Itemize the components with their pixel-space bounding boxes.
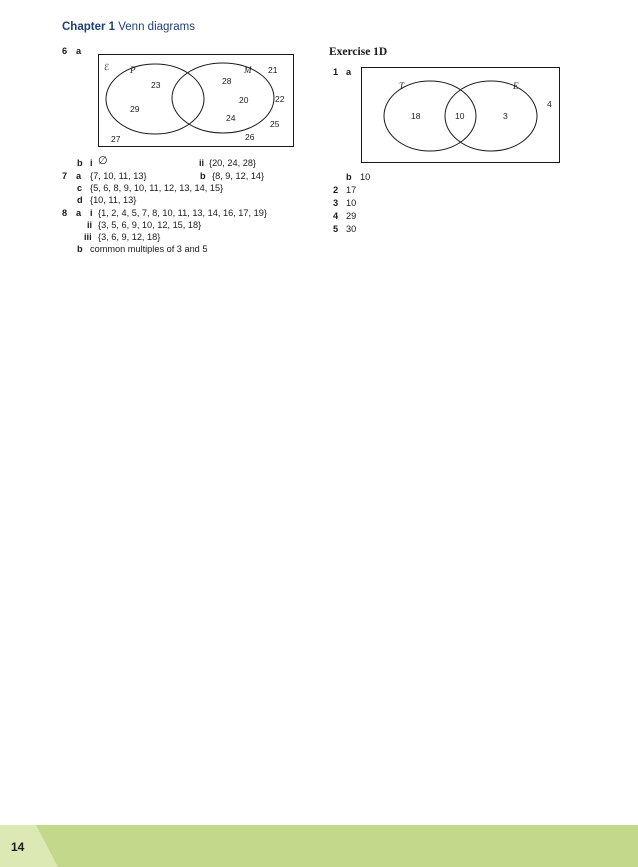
q8-a-iii: iii [84, 232, 92, 242]
ex1d-q1-part-b: b [346, 172, 352, 182]
ex1d-q1-b-answer: 10 [360, 172, 371, 182]
ex1d-answer-number: 5 [333, 224, 339, 234]
ex1d-answer-value: 10 [346, 198, 357, 208]
venn-diagram-t-e [361, 67, 561, 164]
venn-value: 29 [130, 104, 140, 114]
footer-band [0, 825, 638, 867]
q6-b-ii: ii [199, 158, 205, 168]
q8-a-ii: ii [87, 220, 93, 230]
venn-value: 22 [275, 94, 285, 104]
q7-b-answer: {8, 9, 12, 14} [212, 171, 265, 181]
venn-value: 18 [411, 111, 421, 121]
set-e-label: E [513, 81, 519, 91]
set-t-label: T [399, 81, 405, 91]
q7-part-d: d [77, 195, 83, 205]
q8-part-a: a [76, 208, 82, 218]
ex1d-q1-part-a: a [346, 67, 352, 77]
q7-d-answer: {10, 11, 13} [90, 195, 137, 205]
chapter-title: Venn diagrams [118, 21, 195, 33]
set-m-label: M [244, 65, 252, 75]
venn-value: 27 [111, 134, 121, 144]
ex1d-answer-number: 3 [333, 198, 339, 208]
set-p-label: P [130, 65, 136, 75]
q8-part-b: b [77, 244, 83, 254]
q8-number: 8 [62, 208, 68, 218]
chapter-header [62, 21, 195, 33]
q8-a-i-answer: {1, 2, 4, 5, 7, 8, 10, 11, 13, 14, 16, 17, 19} [98, 208, 267, 218]
venn-value: 21 [268, 65, 278, 75]
ex1d-answer-value: 17 [346, 185, 357, 195]
venn-value: 4 [547, 99, 552, 109]
q7-c-answer: {5, 6, 8, 9, 10, 11, 12, 13, 14, 15} [90, 183, 224, 193]
q6-b-ii-answer: {20, 24, 28} [209, 158, 257, 168]
venn-value: 20 [239, 95, 249, 105]
universal-set-label: ℰ [104, 62, 110, 72]
ex1d-answer-value: 30 [346, 224, 357, 234]
venn-value: 24 [226, 113, 236, 123]
venn-diagram-p-m [98, 54, 294, 148]
q7-a-answer: {7, 10, 11, 13} [90, 171, 147, 181]
q7-part-b: b [200, 171, 206, 181]
q7-part-c: c [77, 183, 83, 193]
q6-part-b: b [77, 158, 83, 168]
ex1d-answer-number: 4 [333, 211, 339, 221]
venn-value: 25 [270, 119, 280, 129]
exercise-title: Exercise 1D [329, 46, 388, 58]
venn-value: 26 [245, 132, 255, 142]
ex1d-q1-number: 1 [333, 67, 339, 77]
q8-a-iii-answer: {3, 6, 9, 12, 18} [98, 232, 161, 242]
empty-set-symbol: ∅ [98, 155, 108, 167]
q7-number: 7 [62, 171, 68, 181]
venn-value: 28 [222, 76, 232, 86]
ex1d-answer-value: 29 [346, 211, 357, 221]
page-number: 14 [11, 840, 25, 854]
q7-part-a: a [76, 171, 82, 181]
venn-value: 3 [503, 111, 508, 121]
q6-number: 6 [62, 46, 68, 56]
q6-b-i: i [90, 158, 93, 168]
q6-part-a: a [76, 46, 82, 56]
q8-a-ii-answer: {3, 5, 6, 9, 10, 12, 15, 18} [98, 220, 202, 230]
q8-a-i: i [90, 208, 93, 218]
ex1d-answer-number: 2 [333, 185, 339, 195]
chapter-number: Chapter 1 [62, 21, 116, 33]
venn-value: 23 [151, 80, 161, 90]
venn-value: 10 [455, 111, 465, 121]
q8-b-answer: common multiples of 3 and 5 [90, 244, 208, 254]
